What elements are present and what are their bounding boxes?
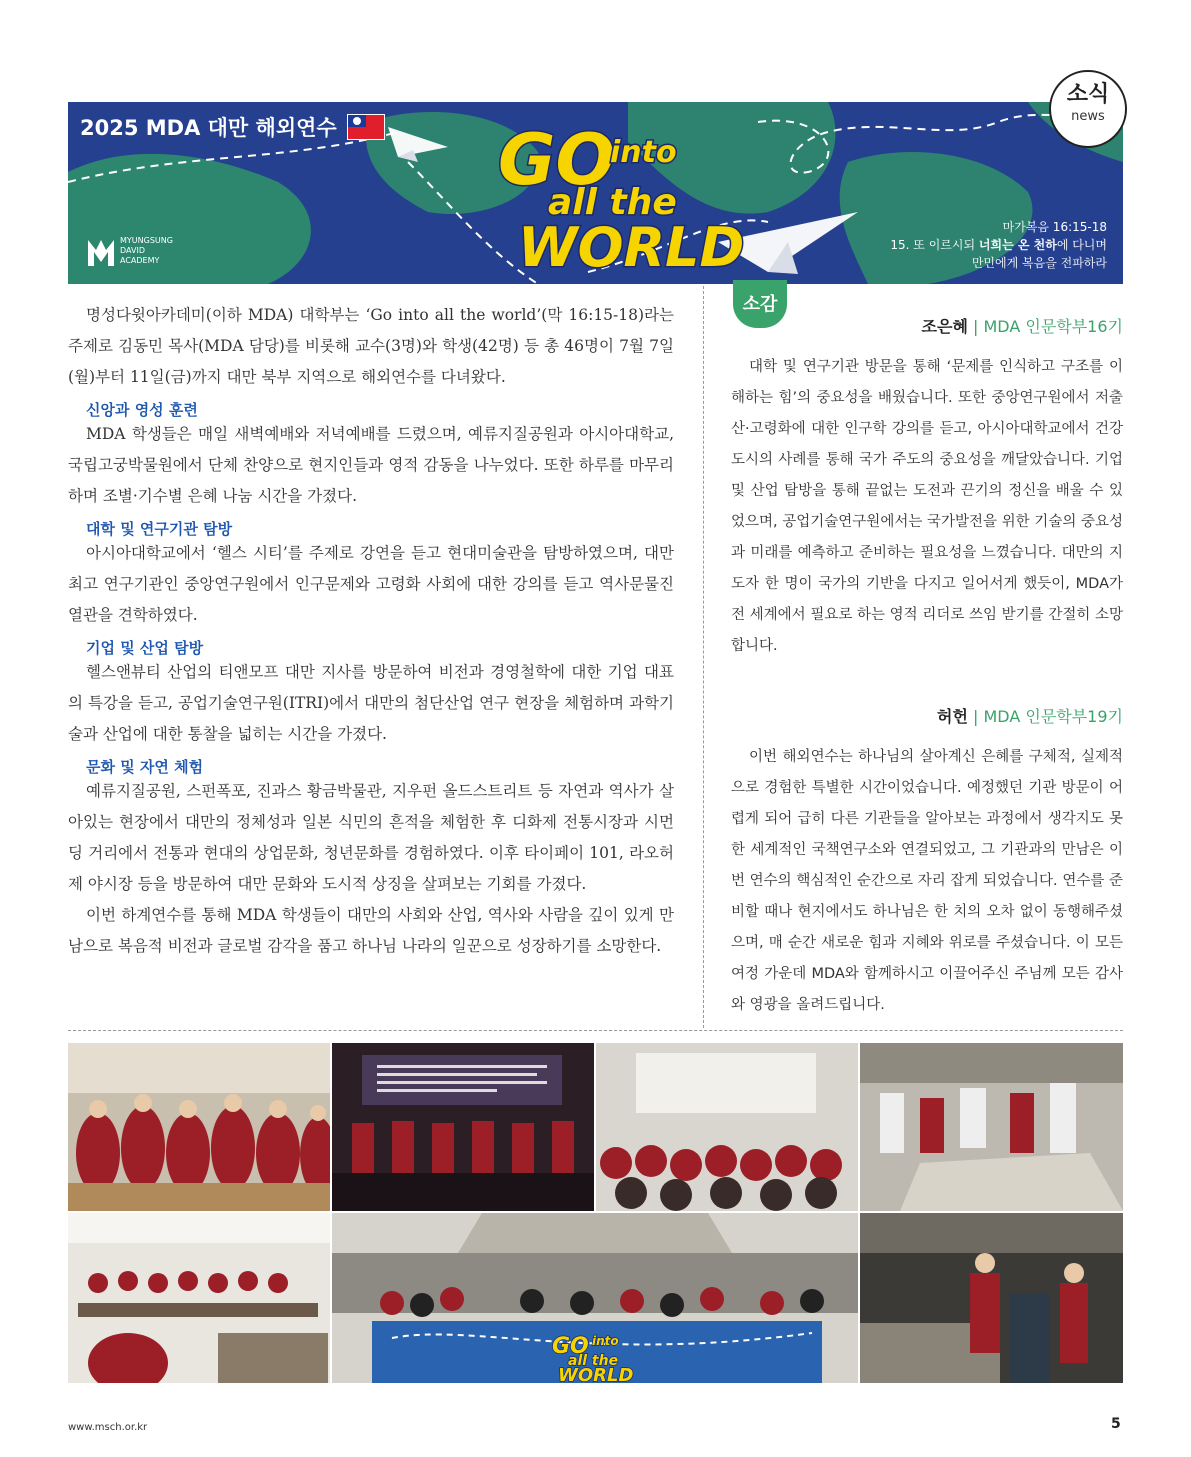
taiwan-flag-icon bbox=[347, 114, 385, 140]
section-body: MDA 학생들은 매일 새벽예배와 저녁예배를 드렸으며, 예류지질공원과 아시아대학교, 국립고궁박물원에서 단체 찬양으로 현지인들과 영적 감동을 나누었다. 또한 하루를 마무리하며 조별·기수별 은혜 나눔 시간을 가졌다. bbox=[68, 425, 674, 505]
article-closing: 이번 하계연수를 통해 MDA 학생들이 대만의 사회와 산업, 역사와 사람을 깊이 있게 만남으로 복음적 비전과 글로벌 감각을 품고 하나님 나라의 일꾼으로 성장하기를 소망한다. bbox=[68, 906, 674, 955]
banner-title: 2025 MDA 대만 해외연수 bbox=[80, 116, 337, 140]
slogan-into: into bbox=[610, 135, 677, 170]
section-body: 아시아대학교에서 ‘헬스 시티’를 주제로 강연을 듣고 현대미술관을 탐방하였으며, 대만 최고 연구기관인 중앙연구원에서 인구문제와 고령화 사회에 대한 강의를 듣고 역사문물진열관을 견학하였다. bbox=[68, 544, 674, 624]
photo-slogan-world: WORLD bbox=[558, 1365, 634, 1383]
slogan-graphic bbox=[498, 114, 788, 274]
author-line bbox=[731, 312, 1123, 342]
author-name: 허헌 bbox=[937, 707, 968, 726]
author-separator: | bbox=[967, 707, 984, 726]
slogan-world: WORLD bbox=[518, 216, 745, 274]
photo-group-banner bbox=[332, 1213, 858, 1383]
article-intro: 명성다윗아카데미(이하 MDA) 대학부는 ‘Go into all the world’(막 16:15-18)라는 주제로 김동민 목사(MDA 담당)를 비롯해 교수(3명)와 학생(42명) 등 총 46명이 7월 7일(월)부터 11일(금)까지 대만 북부 지역으로 해외연수를 다녀왔다. bbox=[68, 306, 674, 386]
photo-seminar-room bbox=[68, 1213, 330, 1383]
photo-worship-stage bbox=[332, 1043, 594, 1211]
photo-collage bbox=[68, 1043, 1123, 1383]
badge-english: news bbox=[1071, 109, 1105, 124]
column-divider bbox=[703, 286, 704, 1028]
photo-museum-display bbox=[860, 1213, 1123, 1383]
impressions-column bbox=[731, 300, 1123, 1021]
section-body: 헬스앤뷰티 산업의 티앤모프 대만 지사를 방문하여 비전과 경영철학에 대한 기업 대표의 특강을 듣고, 공업기술연구원(ITRI)에서 대만의 첨단산업 연구 현장을 체험하며 과학기술과 산업에 대한 통찰을 넓히는 시간을 가졌다. bbox=[68, 663, 674, 743]
verse-reference: 마가복음 16:15-18 bbox=[1002, 220, 1107, 234]
slogan-all-the: all the bbox=[548, 182, 677, 223]
slogan-go: GO bbox=[498, 119, 615, 201]
section-body: 예류지질공원, 스펀폭포, 진과스 황금박물관, 지우펀 올드스트리트 등 자연과 역사가 살아있는 현장에서 대만의 정체성과 일본 식민의 흔적을 체험한 후 디화제 전통시장과 시먼딩 거리에서 전통과 현대의 상업문화, 청년문화를 경험하였다. 이후 타이페이 101, 라오허제 야시장 등을 방문하여 대만 문화와 도시적 상징을 살펴보는 기회를 가졌다. bbox=[68, 782, 674, 893]
header-banner bbox=[68, 102, 1123, 284]
photo-slogan-into: into bbox=[592, 1334, 619, 1348]
section-heading: 신앙과 영성 훈련 bbox=[86, 401, 198, 419]
author-role: MDA 인문학부19기 bbox=[983, 707, 1123, 726]
page-number: 5 bbox=[1111, 1416, 1121, 1432]
news-badge bbox=[1049, 70, 1127, 148]
photo-lecture-hall bbox=[596, 1043, 858, 1211]
impression-body: 대학 및 연구기관 방문을 통해 ‘문제를 인식하고 구조를 이해하는 힘’의 중요성을 배웠습니다. 또한 중앙연구원에서 저출산·고령화에 대한 인구학 강의를 듣고, 아시아대학교에서 건강도시의 사례를 통해 국가 주도의 중요성을 깨달았습니다. 기업 및 산업 탐방을 통해 끝없는 도전과 끈기의 정신을 배울 수 있었으며, 공업기술연구원에서는 국가발전을 위한 기술의 중요성과 미래를 예측하고 준비하는 필요성을 느꼈습니다. 대만의 지도자 한 명이 국가의 기반을 다지고 일어서게 했듯이, MDA가 전 세계에서 필요로 하는 영적 리더로 쓰임 받기를 간절히 소망합니다. bbox=[731, 359, 1123, 654]
verse-line-1: 15. 또 이르시되 너희는 온 천하에 다니며 bbox=[890, 238, 1107, 252]
article-body bbox=[68, 300, 674, 962]
photo-slogan-go: GO bbox=[552, 1334, 589, 1359]
academy-logo-icon bbox=[88, 236, 114, 266]
photo-slogan-all-the: all the bbox=[568, 1353, 619, 1369]
author-line bbox=[731, 702, 1123, 732]
section-heading: 문화 및 자연 체험 bbox=[86, 758, 204, 776]
impression-body: 이번 해외연수는 하나님의 살아계신 은혜를 구체적, 실제적으로 경험한 특별한 시간이었습니다. 예정했던 기관 방문이 어렵게 되어 급히 다른 기관들을 알아보는 과정에서 생각지도 못한 세계적인 국책연구소와 연결되었고, 그 기관과의 만남은 이번 연수의 핵심적인 순간으로 자리 잡게 되었습니다. 연수를 준비할 때나 현지에서도 하나님은 한 치의 오차 없이 동행해주셨으며, 매 순간 새로운 힘과 지혜와 위로를 주셨습니다. 이 모든 여정 가운데 MDA와 함께하시고 이끌어주신 주님께 모든 감사와 영광을 올려드립니다. bbox=[731, 749, 1123, 1013]
impressions-tag: 소감 bbox=[733, 280, 787, 328]
author-role: MDA 인문학부16기 bbox=[983, 317, 1123, 336]
author-separator: | bbox=[967, 317, 984, 336]
badge-korean: 소식 bbox=[1066, 82, 1110, 107]
footer-url: www.msch.or.kr bbox=[68, 1422, 148, 1433]
verse-line-2: 만민에게 복음을 전파하라 bbox=[971, 256, 1107, 270]
bible-verse bbox=[847, 218, 1107, 272]
author-name: 조은혜 bbox=[921, 317, 968, 336]
section-heading: 기업 및 산업 탐방 bbox=[86, 639, 204, 657]
academy-name: MYUNGSUNG DAVID ACADEMY bbox=[120, 236, 173, 265]
photo-exhibit-visit bbox=[860, 1043, 1123, 1211]
section-heading: 대학 및 연구기관 탐방 bbox=[86, 520, 233, 538]
photo-group-museum bbox=[68, 1043, 330, 1211]
section-divider bbox=[68, 1030, 1123, 1031]
